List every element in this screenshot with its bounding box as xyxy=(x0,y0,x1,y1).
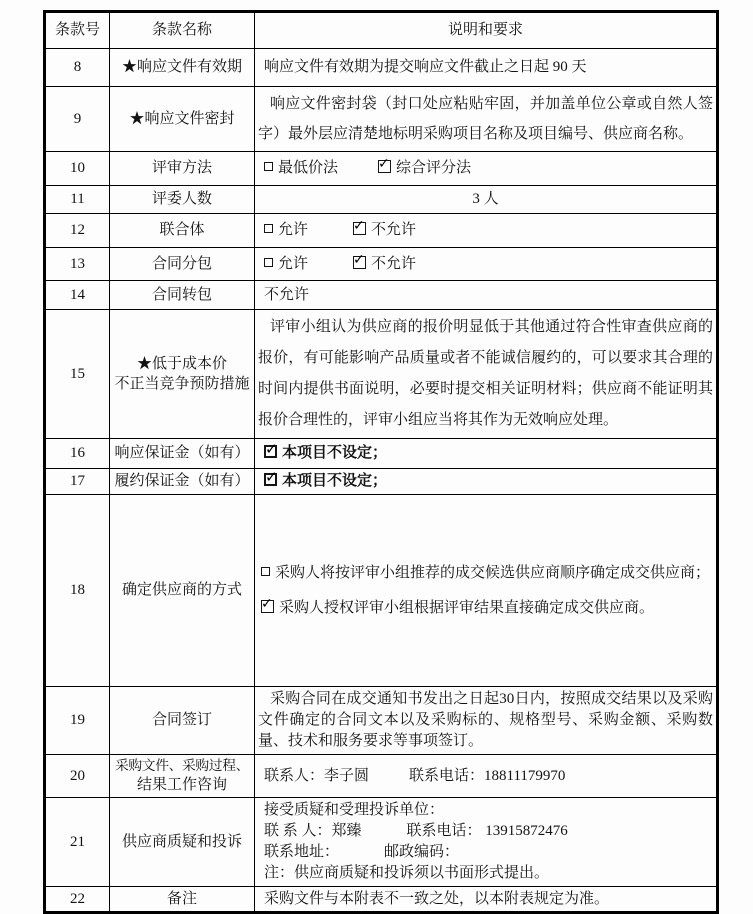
clause-desc xyxy=(255,152,718,186)
complaint-address-line xyxy=(264,842,712,863)
complaint-note-line: 注：供应商质疑和投诉须以书面形式提出。 xyxy=(264,865,550,881)
option-label: 采购人将按评审小组推荐的成交候选供应商顺序确定成交供应商； xyxy=(275,564,711,581)
clause-name xyxy=(110,310,255,439)
option-comprehensive-scoring xyxy=(378,160,471,176)
option-label: 采购人授权评审小组根据评审结果直接确定成交供应商。 xyxy=(279,600,655,616)
clause-name: 履约保证金（如有） xyxy=(110,469,255,495)
clause-name: ★响应文件有效期 xyxy=(110,49,255,87)
clause-desc xyxy=(255,755,718,798)
clause-name: ★响应文件密封 xyxy=(110,87,255,152)
clause-row-17 xyxy=(45,469,718,495)
clause-row-12 xyxy=(45,214,718,248)
clause-desc xyxy=(255,87,718,152)
clause-desc: 不允许 xyxy=(255,281,718,310)
contact-phone: 联系电话：18811179970 xyxy=(409,767,566,784)
clause-row-14 xyxy=(45,281,718,310)
clause-number: 18 xyxy=(45,495,110,687)
clause-number: 15 xyxy=(45,310,110,439)
clause-name: 供应商质疑和投诉 xyxy=(110,798,255,887)
clause-desc xyxy=(255,248,718,281)
complaint-unit-line: 接受质疑和受理投诉单位： xyxy=(264,802,445,818)
option-label: 不允许 xyxy=(371,222,417,239)
clause-name: 评审方法 xyxy=(110,152,255,186)
clause-name: 合同分包 xyxy=(110,248,255,281)
checkbox-checked-icon xyxy=(378,160,391,173)
clause-desc-paragraph: 评审小组认为供应商的报价明显低于其他通过符合性审查供应商的报价，有可能影响产品质量或者不能诚信履约的，可以要求其合理的时间内提供书面说明，必要时提交相关证明材料；供应商不能证明其报价合理性的，评审小组应当将其作为无效响应处理。 xyxy=(258,319,713,428)
option-lowest-price xyxy=(264,160,338,176)
clause-desc xyxy=(255,687,718,755)
clause-number: 11 xyxy=(45,186,110,214)
clause-desc: 采购文件与本附表不一致之处，以本附表规定为准。 xyxy=(255,887,718,913)
clause-row-20 xyxy=(45,755,718,798)
clause-number: 13 xyxy=(45,248,110,281)
clause-row-15 xyxy=(45,310,718,439)
header-row xyxy=(45,12,718,49)
checkbox-checked-icon xyxy=(264,445,277,458)
clause-number: 14 xyxy=(45,281,110,310)
clause-name xyxy=(110,755,255,798)
clause-name: 合同签订 xyxy=(110,687,255,755)
clause-number: 8 xyxy=(45,49,110,87)
clause-number: 16 xyxy=(45,439,110,469)
clause-row-8 xyxy=(45,49,718,87)
complaint-address: 联系地址： xyxy=(264,844,340,860)
clause-row-9 xyxy=(45,87,718,152)
option-allow xyxy=(264,256,308,272)
clause-number: 12 xyxy=(45,214,110,248)
clause-name-line2: 结果工作咨询 xyxy=(136,777,227,794)
option-label: 本项目不设定； xyxy=(282,473,388,490)
clause-desc: 响应文件有效期为提交响应文件截止之日起 90 天 xyxy=(255,49,718,87)
clause-row-19 xyxy=(45,687,718,755)
clause-desc-paragraph: 采购合同在成交通知书发出之日起30日内，按照成交结果以及采购文件确定的合同文本以及采购标的、规格型号、采购金额、采购数量、技术和服务要求等事项签订。 xyxy=(258,691,713,749)
header-clause-name: 条款名称 xyxy=(110,12,255,49)
clause-number: 17 xyxy=(45,469,110,495)
clause-name: 确定供应商的方式 xyxy=(110,495,255,687)
option-disallow xyxy=(353,222,416,238)
clause-name-line1: ★低于成本价 xyxy=(136,355,227,372)
complaint-postcode: 邮政编码： xyxy=(384,844,460,860)
option-label: 最低价法 xyxy=(278,160,339,177)
option-panel-decides-directly xyxy=(261,598,713,618)
clause-row-18 xyxy=(45,495,718,687)
checkbox-unchecked-icon xyxy=(264,258,273,267)
clause-name: 响应保证金（如有） xyxy=(110,439,255,469)
clause-number: 20 xyxy=(45,755,110,798)
option-allow xyxy=(264,222,308,238)
complaint-contact-line xyxy=(264,821,712,842)
complaint-contact-person: 联 系 人：郑臻 xyxy=(264,823,362,839)
clause-name-line1: 采购文件、采购过程、 xyxy=(115,757,249,773)
clause-number: 9 xyxy=(45,87,110,152)
procurement-terms-table xyxy=(43,10,719,914)
clause-desc xyxy=(255,495,718,687)
clause-number: 10 xyxy=(45,152,110,186)
clause-number: 22 xyxy=(45,887,110,913)
clause-row-10 xyxy=(45,152,718,186)
option-buyer-ranks-candidates xyxy=(261,563,713,583)
option-label: 综合评分法 xyxy=(396,160,472,177)
clause-row-21 xyxy=(45,798,718,887)
checkbox-unchecked-icon xyxy=(264,224,273,233)
checkbox-checked-icon xyxy=(261,600,274,613)
option-label: 本项目不设定； xyxy=(282,445,388,462)
checkbox-checked-icon xyxy=(353,256,366,269)
header-description: 说明和要求 xyxy=(255,12,718,49)
option-label: 允许 xyxy=(278,222,309,239)
clause-row-11 xyxy=(45,186,718,214)
clause-name-line2: 不正当竞争预防措施 xyxy=(114,376,250,392)
clause-desc xyxy=(255,798,718,887)
clause-number: 21 xyxy=(45,798,110,887)
clause-desc xyxy=(255,310,718,439)
clause-desc-paragraph: 响应文件密封袋（封口处应粘贴牢固，并加盖单位公章或自然人签字）最外层应清楚地标明采购项目名称及项目编号、供应商名称。 xyxy=(258,96,713,142)
contact-person: 联系人：李子圆 xyxy=(264,767,370,784)
checkbox-checked-icon xyxy=(353,222,366,235)
clause-desc: 3 人 xyxy=(255,186,718,214)
clause-name: 评委人数 xyxy=(110,186,255,214)
checkbox-unchecked-icon xyxy=(261,567,270,576)
checkbox-checked-icon xyxy=(264,473,277,486)
option-label: 允许 xyxy=(278,255,309,272)
clause-name: 合同转包 xyxy=(110,281,255,310)
clause-name: 联合体 xyxy=(110,214,255,248)
clause-row-16 xyxy=(45,439,718,469)
option-disallow xyxy=(353,256,416,272)
clause-number: 19 xyxy=(45,687,110,755)
clause-desc xyxy=(255,439,718,469)
clause-row-13 xyxy=(45,248,718,281)
clause-desc xyxy=(255,469,718,495)
option-label: 不允许 xyxy=(371,255,417,272)
checkbox-unchecked-icon xyxy=(264,162,273,171)
header-clause-number: 条款号 xyxy=(45,12,110,49)
complaint-contact-phone: 联系电话： 13915872476 xyxy=(406,823,568,839)
clause-desc xyxy=(255,214,718,248)
clause-name: 备注 xyxy=(110,887,255,913)
